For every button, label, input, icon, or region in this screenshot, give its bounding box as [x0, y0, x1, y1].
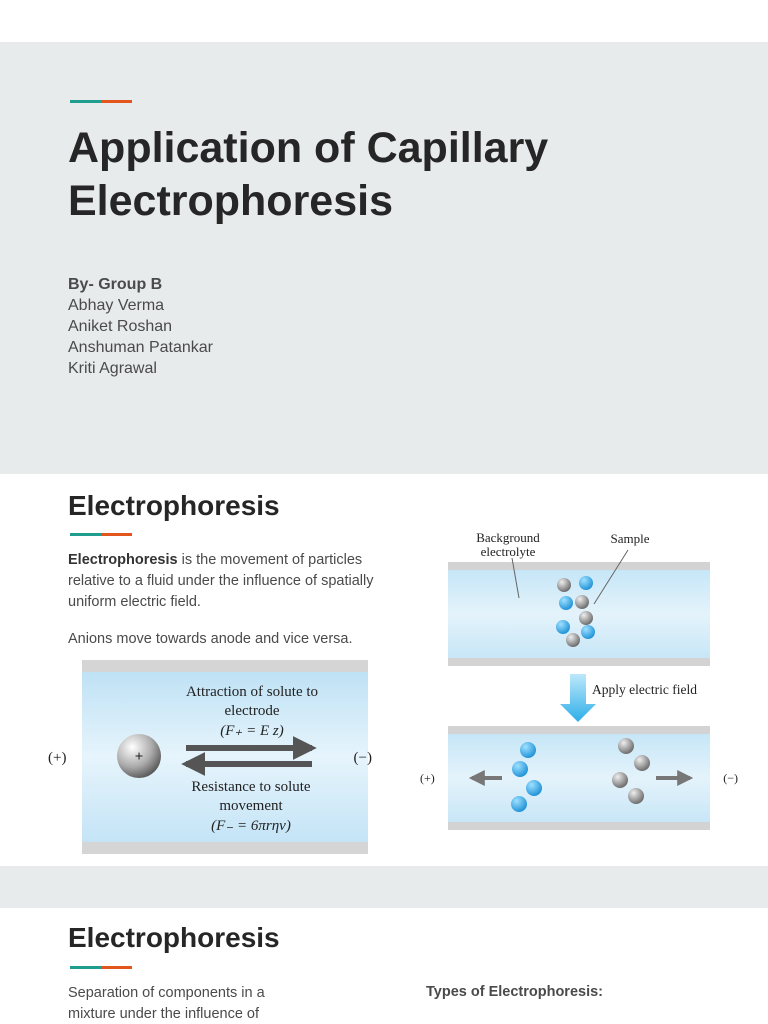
author-name: Anshuman Patankar — [68, 339, 213, 356]
heading-accent-bar — [70, 966, 132, 969]
author-name: Abhay Verma — [68, 297, 165, 314]
sample-label: Sample — [610, 531, 650, 546]
resistance-label-1: Resistance to solute — [191, 779, 311, 795]
attraction-label-2: electrode — [224, 703, 280, 719]
lower-tube-wall-top — [448, 726, 710, 734]
positive-terminal: (+) — [48, 750, 67, 766]
tube-wall-top — [82, 660, 368, 672]
negative-terminal: (−) — [353, 750, 372, 766]
group-label: By- Group B — [68, 276, 163, 293]
separation-text-line: Separation of components in a — [68, 985, 265, 1001]
apply-field-arrow — [560, 674, 596, 722]
electrophoresis-slide-2 — [0, 908, 768, 1024]
background-electrolyte-label-2: electrolyte — [480, 544, 536, 559]
negative-terminal: (−) — [723, 771, 738, 785]
lower-tube-wall-bottom — [448, 822, 710, 830]
presentation-title: Application of Capillary Electrophoresis — [68, 124, 549, 225]
slide-heading: Electrophoresis — [68, 490, 280, 521]
attraction-formula: (F₊ = E z) — [220, 723, 284, 739]
electrophoresis-slide — [0, 474, 768, 866]
heading-accent-bar — [70, 533, 132, 536]
title-slide — [0, 42, 768, 474]
attraction-label-1: Attraction of solute to — [185, 684, 319, 700]
separation-text-line: mixture under the influence of — [68, 1006, 260, 1022]
author-name: Kriti Agrawal — [68, 360, 157, 377]
upper-capillary — [448, 570, 710, 658]
upper-tube-wall-bottom — [448, 658, 710, 666]
types-heading: Types of Electrophoresis: — [426, 984, 603, 1000]
definition-term: Electrophoresis — [68, 552, 178, 568]
resistance-label-2: movement — [219, 798, 283, 814]
upper-tube-wall-top — [448, 562, 710, 570]
tube-wall-bottom — [82, 842, 368, 854]
positive-terminal: (+) — [420, 771, 435, 785]
definition-body: is the movement of particles relative to a fluid under the influence of spatially uniform electric field. — [68, 552, 374, 610]
apply-field-label: Apply electric field — [592, 682, 697, 697]
separation-text — [68, 983, 308, 1024]
anion-note: Anions move towards anode and vice versa. — [68, 631, 353, 647]
separation-diagram — [416, 528, 746, 834]
slide-separator — [0, 866, 768, 908]
force-diagram — [44, 660, 374, 854]
title-accent-bar — [70, 100, 132, 103]
author-list — [68, 274, 213, 379]
background-electrolyte-label-1: Background — [476, 530, 540, 545]
resistance-formula: (F₋ = 6πrηv) — [211, 818, 291, 834]
slide-heading: Electrophoresis — [68, 922, 280, 953]
ion-charge: + — [134, 749, 144, 765]
author-name: Aniket Roshan — [68, 318, 173, 335]
definition-text — [68, 550, 388, 613]
